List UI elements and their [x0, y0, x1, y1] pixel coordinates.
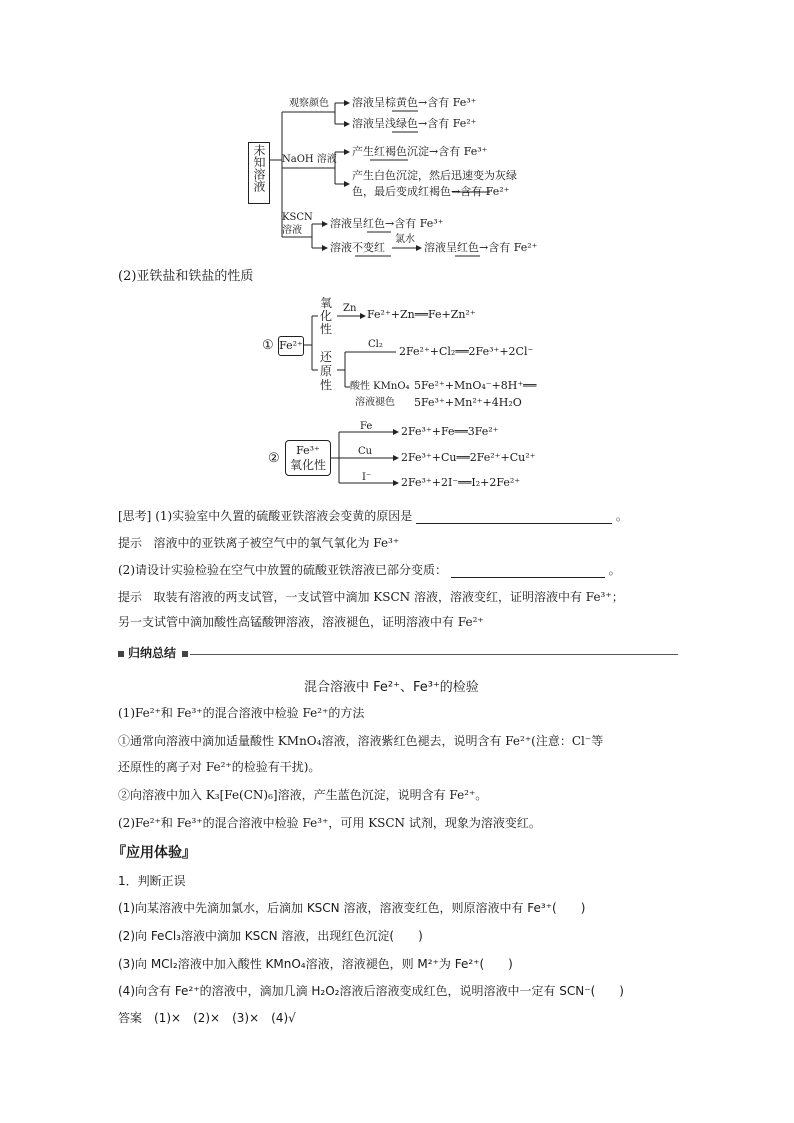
hint-label-1: 提示 [118, 536, 143, 550]
summary-p2a: ①通常向溶液中滴加适量酸性 KMnO₄溶液，溶液紫红色褪去，说明含有 Fe²⁺(注意：Cl⁻等 [118, 734, 604, 748]
fe3-box [285, 440, 331, 476]
zn-equation: Fe²⁺+Zn══Fe+Zn²⁺ [367, 308, 476, 321]
circle-num-2: ② [268, 451, 280, 466]
branch-observe-color: 观察颜色 [289, 98, 329, 109]
branch-naoh: NaOH 溶液 [282, 154, 337, 165]
hint-label-2: 提示 [118, 590, 143, 604]
answer-blank-2[interactable] [451, 563, 605, 578]
observe-result-2: 溶液呈浅绿色→含有 Fe²⁺ [352, 117, 477, 130]
summary-p1: (1)Fe²⁺和 Fe³⁺的混合溶液中检验 Fe²⁺的方法 [118, 706, 365, 720]
summary-header: 归纳总结 [128, 646, 177, 660]
iodide-equation: 2Fe³⁺+2I⁻══I₂+2Fe²⁺ [401, 476, 521, 489]
fe3-box-label: Fe³⁺ [296, 444, 320, 457]
iodide-reagent: I⁻ [362, 472, 372, 483]
section-2-title: (2)亚铁盐和铁盐的性质 [118, 269, 254, 284]
kmno4-observation: 溶液褪色 [355, 397, 395, 408]
circle-num-1: ① [262, 338, 274, 353]
reducing-label-1: 还 [320, 350, 333, 364]
cu-reagent: Cu [358, 446, 373, 457]
branch-kscn-2: 溶液 [282, 225, 302, 236]
zn-reagent: Zn [343, 303, 357, 314]
reducing-label-3: 性 [320, 378, 333, 392]
observe-result-1: 溶液呈棕黄色→含有 Fe³⁺ [352, 96, 477, 109]
think-answer-1 [118, 536, 399, 551]
branch-kscn-1: KSCN [282, 212, 313, 223]
kmno4-equation-2: 5Fe³⁺+Mn²⁺+4H₂O [414, 396, 522, 409]
summary-header-bar [118, 646, 678, 662]
naoh-result-1: 产生红褐色沉淀→含有 Fe³⁺ [352, 145, 488, 158]
fe3-box-oxidizing: 氧化性 [289, 458, 326, 472]
kmno4-reagent: 酸性 KMnO₄ [350, 381, 410, 392]
practice-header: 『应用体验』 [112, 845, 196, 861]
unknown-solution-label: 未知溶液 [252, 144, 266, 192]
summary-p4: (2)Fe²⁺和 Fe³⁺的混合溶液中检验 Fe³⁺，可用 KSCN 试剂，现象为溶液变红。 [118, 816, 541, 830]
think-q1-text: (1)实验室中久置的硫酸亚铁溶液会变黄的原因是 [155, 509, 413, 523]
cu-equation: 2Fe³⁺+Cu══2Fe²⁺+Cu²⁺ [401, 451, 536, 464]
summary-p2b: 还原性的离子对 Fe²⁺的检验有干扰)。 [118, 760, 321, 774]
think-question-1 [118, 509, 628, 524]
practice-answer: 答案 (1)× (2)× (3)× (4)√ [118, 1011, 296, 1025]
think-label: [思考] [118, 509, 152, 523]
oxidizing-label-3: 性 [320, 322, 333, 336]
think-question-2 [118, 563, 621, 578]
practice-q4: (4)向含有 Fe²⁺的溶液中，滴加几滴 H₂O₂溶液后溶液变成红色，说明溶液中一定有 SCN⁻( ) [118, 984, 624, 998]
naoh-result-2b: 色，最后变成红褐色→含有 Fe²⁺ [352, 185, 510, 198]
fe-reagent: Fe [360, 421, 373, 432]
practice-q2: (2)向 FeCl₃溶液中滴加 KSCN 溶液，出现红色沉淀( ) [118, 929, 423, 943]
think-q2-period: 。 [608, 563, 621, 577]
practice-q1: (1)向某溶液中先滴加氯水，后滴加 KSCN 溶液，溶液变红色，则原溶液中有 Fe³⁺( ) [118, 901, 586, 915]
oxidizing-label-2: 化 [320, 309, 333, 323]
reducing-label-2: 原 [320, 364, 333, 378]
fe-equation: 2Fe³⁺+Fe══3Fe²⁺ [401, 425, 499, 438]
fe2-box-label: Fe²⁺ [279, 339, 303, 352]
think-q1-period: 。 [615, 509, 628, 523]
think-q2-text: (2)请设计实验检验在空气中放置的硫酸亚铁溶液已部分变质： [118, 563, 448, 577]
hint-text-1: 溶液中的亚铁离子被空气中的氧气氧化为 Fe³⁺ [153, 536, 400, 550]
header-dot-right [182, 651, 188, 657]
header-dot-left [118, 651, 124, 657]
naoh-result-2a: 产生白色沉淀，然后迅速变为灰绿 [352, 169, 517, 182]
kscn-result-1: 溶液呈红色→含有 Fe³⁺ [330, 217, 444, 230]
chlorine-water-label: 氯水 [395, 234, 415, 245]
think-answer-2-line1 [118, 590, 624, 605]
unknown-solution-box [248, 142, 270, 204]
cl2-equation: 2Fe²⁺+Cl₂══2Fe³⁺+2Cl⁻ [399, 345, 534, 358]
header-rule [190, 654, 678, 655]
cl2-reagent: Cl₂ [368, 339, 383, 350]
practice-title: 1．判断正误 [118, 874, 186, 888]
answer-blank-1[interactable] [416, 509, 612, 524]
summary-p3: ②向溶液中加入 K₃[Fe(CN)₆]溶液，产生蓝色沉淀，说明含有 Fe²⁺。 [118, 788, 488, 802]
summary-title: 混合溶液中 Fe²⁺、Fe³⁺的检验 [304, 680, 479, 695]
practice-q3: (3)向 MCl₂溶液中加入酸性 KMnO₄溶液，溶液褪色，则 M²⁺为 Fe²⁺( ) [118, 957, 513, 971]
kscn-result-2b: 溶液呈红色→含有 Fe²⁺ [424, 241, 538, 254]
kmno4-equation-1: 5Fe²⁺+MnO₄⁻+8H⁺══ [414, 379, 537, 392]
hint-text-2a: 取装有溶液的两支试管，一支试管中滴加 KSCN 溶液，溶液变红，证明溶液中有 Fe³⁺； [153, 590, 624, 604]
oxidizing-label-1: 氧 [320, 296, 333, 310]
think-answer-2-line2: 另一支试管中滴加酸性高锰酸钾溶液，溶液褪色，证明溶液中有 Fe²⁺ [118, 615, 484, 629]
fe2-box [278, 336, 304, 356]
kscn-result-2a: 溶液不变红 [330, 241, 385, 254]
